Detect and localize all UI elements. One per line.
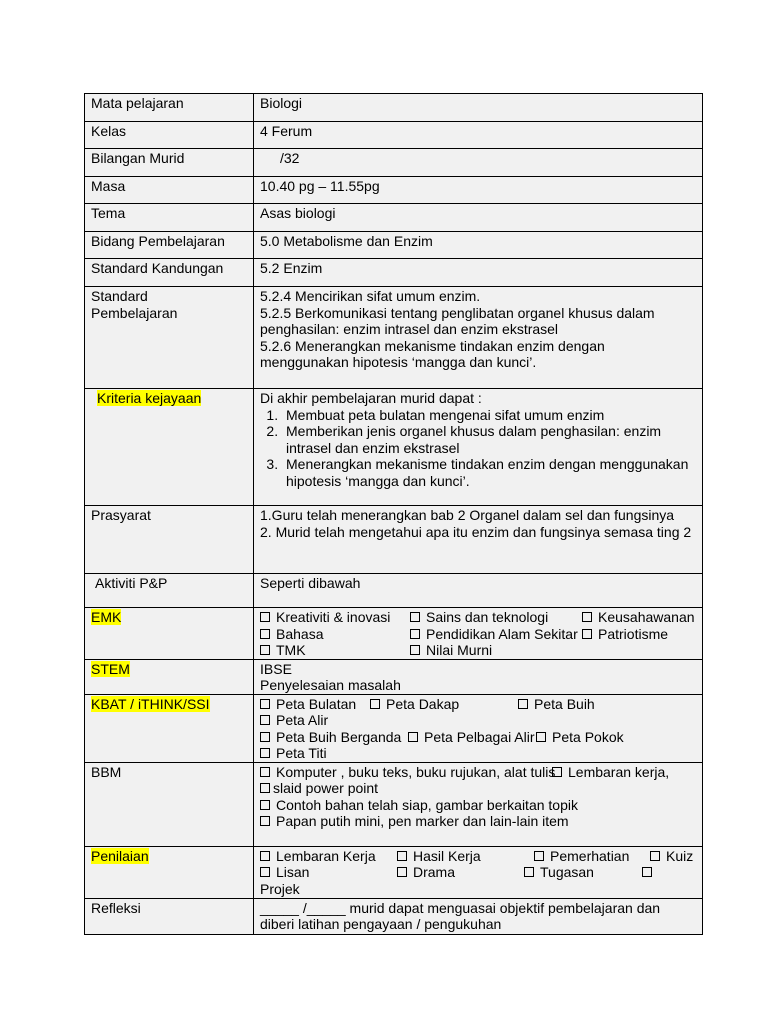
row-label: Prasyarat [85,506,254,574]
checkbox-option[interactable] [410,609,582,626]
table-row [85,204,703,232]
row-value [254,389,703,506]
row-label: Tema [85,204,254,232]
row-value [254,694,703,762]
row-label: Masa [85,177,254,204]
checkbox-option[interactable] [410,626,582,643]
checkbox-option[interactable] [260,797,697,814]
option-label: Peta Buih [534,695,595,712]
row-label [85,574,254,608]
option-label: Peta Alir [276,712,329,728]
option-label: Lembaran Kerja [276,847,376,864]
table-row [85,898,703,934]
row-label: BBM [85,762,254,846]
checkbox-option[interactable] [260,729,408,746]
highlighted-label: Kriteria kejayaan [97,390,202,406]
highlighted-label: KBAT / iTHINK/SSI [91,695,210,712]
table-row [85,122,703,149]
option-label: Patriotisme [598,625,669,642]
option-label: Lembaran kerja, [568,763,670,780]
option-label: Projek [260,880,300,897]
checkbox-option[interactable] [397,864,524,881]
row-value [254,506,703,574]
option-label: Pemerhatian [550,847,630,864]
option-label: TMK [276,642,306,658]
checkbox[interactable] [650,851,660,861]
row-value [254,608,703,660]
option-label: Peta Dakap [386,695,460,712]
checkbox[interactable] [260,732,270,742]
criteria-intro: Di akhir pembelajaran murid dapat : [260,390,482,406]
row-value: Asas biologi [254,204,703,232]
checkbox-option[interactable] [260,609,410,626]
table-row [85,762,703,846]
option-label: Pendidikan Alam Sekitar [426,625,578,642]
checkbox-option[interactable] [260,864,397,881]
label-line: Standard [91,288,148,304]
checkbox-option[interactable] [408,729,536,746]
row-value [254,659,703,694]
option-label: Lisan [276,864,310,880]
row-label: Bidang Pembelajaran [85,232,254,259]
checkbox-option[interactable] [397,848,534,865]
checkbox[interactable] [260,800,270,810]
option-label: Contoh bahan telah siap, gambar berkaitan topik [276,796,578,813]
option-label: Peta Pokok [552,728,624,745]
row-label [85,694,254,762]
checkbox[interactable] [552,767,562,777]
checkbox[interactable] [410,645,420,655]
option-label: Komputer , buku teks, buku rujukan, alat tulis [276,763,556,780]
checkbox-option[interactable] [536,729,636,746]
table-row [85,232,703,259]
highlighted-label: Penilaian [91,847,149,864]
option-label: Papan putih mini, pen marker dan lain-lain item [276,813,569,829]
checkbox[interactable] [370,699,380,709]
checkbox[interactable] [260,645,270,655]
row-value [254,762,703,846]
option-label: Sains dan teknologi [426,609,549,625]
table-row [85,846,703,898]
row-label [85,608,254,660]
checkbox[interactable] [582,612,592,622]
learning-standard: 5.2.5 Berkomunikasi tentang penglibatan organel khusus dalam penghasilan: enzim intrasel dan enzim ekstrasel [260,304,655,337]
row-value: 5.0 Metabolisme dan Enzim [254,232,703,259]
checkbox-option[interactable] [518,696,636,713]
table-row [85,389,703,506]
row-label [85,659,254,694]
table-row [85,608,703,660]
checkbox-option[interactable] [642,864,658,881]
checkbox[interactable] [260,612,270,622]
stem-item: Penyelesaian masalah [260,677,401,693]
checkbox-option[interactable] [524,864,642,881]
row-label: Bilangan Murid [85,149,254,177]
option-label: Bahasa [276,625,324,642]
option-label: Kreativiti & inovasi [276,609,391,625]
option-label: Peta Titi [276,745,327,761]
criteria-list [260,407,697,490]
learning-standard: 5.2.6 Menerangkan mekanisme tindakan enzim dengan menggunakan hipotesis ‘mangga dan kunci’. [260,337,605,370]
checkbox[interactable] [518,699,528,709]
checkbox-option[interactable] [260,745,327,762]
lesson-plan-table [84,93,703,935]
prerequisite: 2. Murid telah mengetahui apa itu enzim dan fungsinya semasa ting 2 [260,523,692,540]
table-row [85,287,703,389]
option-label: Tugasan [540,864,594,880]
table-row [85,149,703,177]
table-row [85,177,703,204]
checkbox[interactable] [260,767,270,777]
list-item: 1. Membuat peta bulatan mengenai sifat umum enzim [282,407,697,424]
table-row [85,574,703,608]
row-label: Mata pelajaran [85,94,254,122]
checkbox[interactable] [260,851,270,861]
list-item: 3. Menerangkan mekanisme tindakan enzim dengan menggunakan hipotesis ‘mangga dan kunci’. [282,456,697,489]
table-row [85,694,703,762]
checkbox-option[interactable] [650,848,693,865]
checkbox[interactable] [524,867,534,877]
row-value: 10.40 pg – 11.55pg [254,177,703,204]
checkbox-option[interactable] [260,763,556,781]
table-row [85,94,703,122]
checkbox-option[interactable] [582,626,668,643]
checkbox[interactable] [260,715,270,725]
row-label [85,287,254,389]
checkbox[interactable] [536,732,546,742]
row-value: 5.2 Enzim [254,259,703,287]
student-count: /32 [280,150,300,166]
checkbox[interactable] [260,783,270,793]
row-value: 4 Ferum [254,122,703,149]
option-label: Peta Pelbagai Alir [424,728,535,745]
checkbox[interactable] [410,612,420,622]
option-label: Keusahawanan [598,609,695,625]
checkbox-option[interactable] [410,642,492,659]
checkbox-option[interactable] [534,848,650,865]
label-text: Aktiviti P&P [95,575,168,591]
checkbox[interactable] [408,732,418,742]
checkbox-option[interactable] [260,712,328,729]
option-label: Peta Bulatan [276,695,357,712]
option-label: Peta Buih Berganda [276,728,402,745]
row-value [254,846,703,898]
row-label: Kelas [85,122,254,149]
option-label: Drama [413,864,456,880]
row-value: _____ /_____ murid dapat menguasai objektif pembelajaran dan diberi latihan pengayaan / pengukuhan [254,898,703,934]
checkbox-option[interactable] [582,609,695,626]
checkbox[interactable] [260,629,270,639]
table-row [85,259,703,287]
table-row [85,506,703,574]
checkbox[interactable] [582,629,592,639]
checkbox[interactable] [397,867,407,877]
row-value: Biologi [254,94,703,122]
option-label: slaid power point [273,780,379,796]
prerequisite: 1.Guru telah menerangkan bab 2 Organel dalam sel dan fungsinya [260,507,675,523]
checkbox[interactable] [260,699,270,709]
label-line: Pembelajaran [91,304,178,321]
row-label [85,846,254,898]
row-value: Seperti dibawah [254,574,703,608]
checkbox-option[interactable] [260,848,397,865]
row-label: Refleksi [85,898,254,934]
table-row [85,659,703,694]
row-value [254,287,703,389]
stem-item: IBSE [260,660,292,677]
checkbox[interactable] [260,867,270,877]
checkbox[interactable] [642,867,652,877]
row-value [254,149,703,177]
highlighted-label: STEM [91,660,130,677]
checkbox[interactable] [397,851,407,861]
row-label: Standard Kandungan [85,259,254,287]
checkbox-option[interactable] [370,696,518,713]
list-item: 2. Memberikan jenis organel khusus dalam penghasilan: enzim intrasel dan enzim ekstrasel [282,423,697,456]
learning-standard: 5.2.4 Mencirikan sifat umum enzim. [260,288,481,304]
option-label: Hasil Kerja [413,847,481,864]
option-label: Nilai Murni [426,642,493,658]
checkbox[interactable] [410,629,420,639]
checkbox-option[interactable] [260,780,697,797]
checkbox-option[interactable] [552,764,669,781]
checkbox-option[interactable] [260,813,697,830]
checkbox-option[interactable] [260,626,410,643]
highlighted-label: EMK [91,609,122,625]
checkbox[interactable] [534,851,544,861]
checkbox[interactable] [260,816,270,826]
checkbox-option[interactable] [260,696,370,713]
option-label: Kuiz [666,847,694,864]
checkbox[interactable] [260,748,270,758]
checkbox-option[interactable] [260,642,410,659]
row-label [85,389,254,506]
